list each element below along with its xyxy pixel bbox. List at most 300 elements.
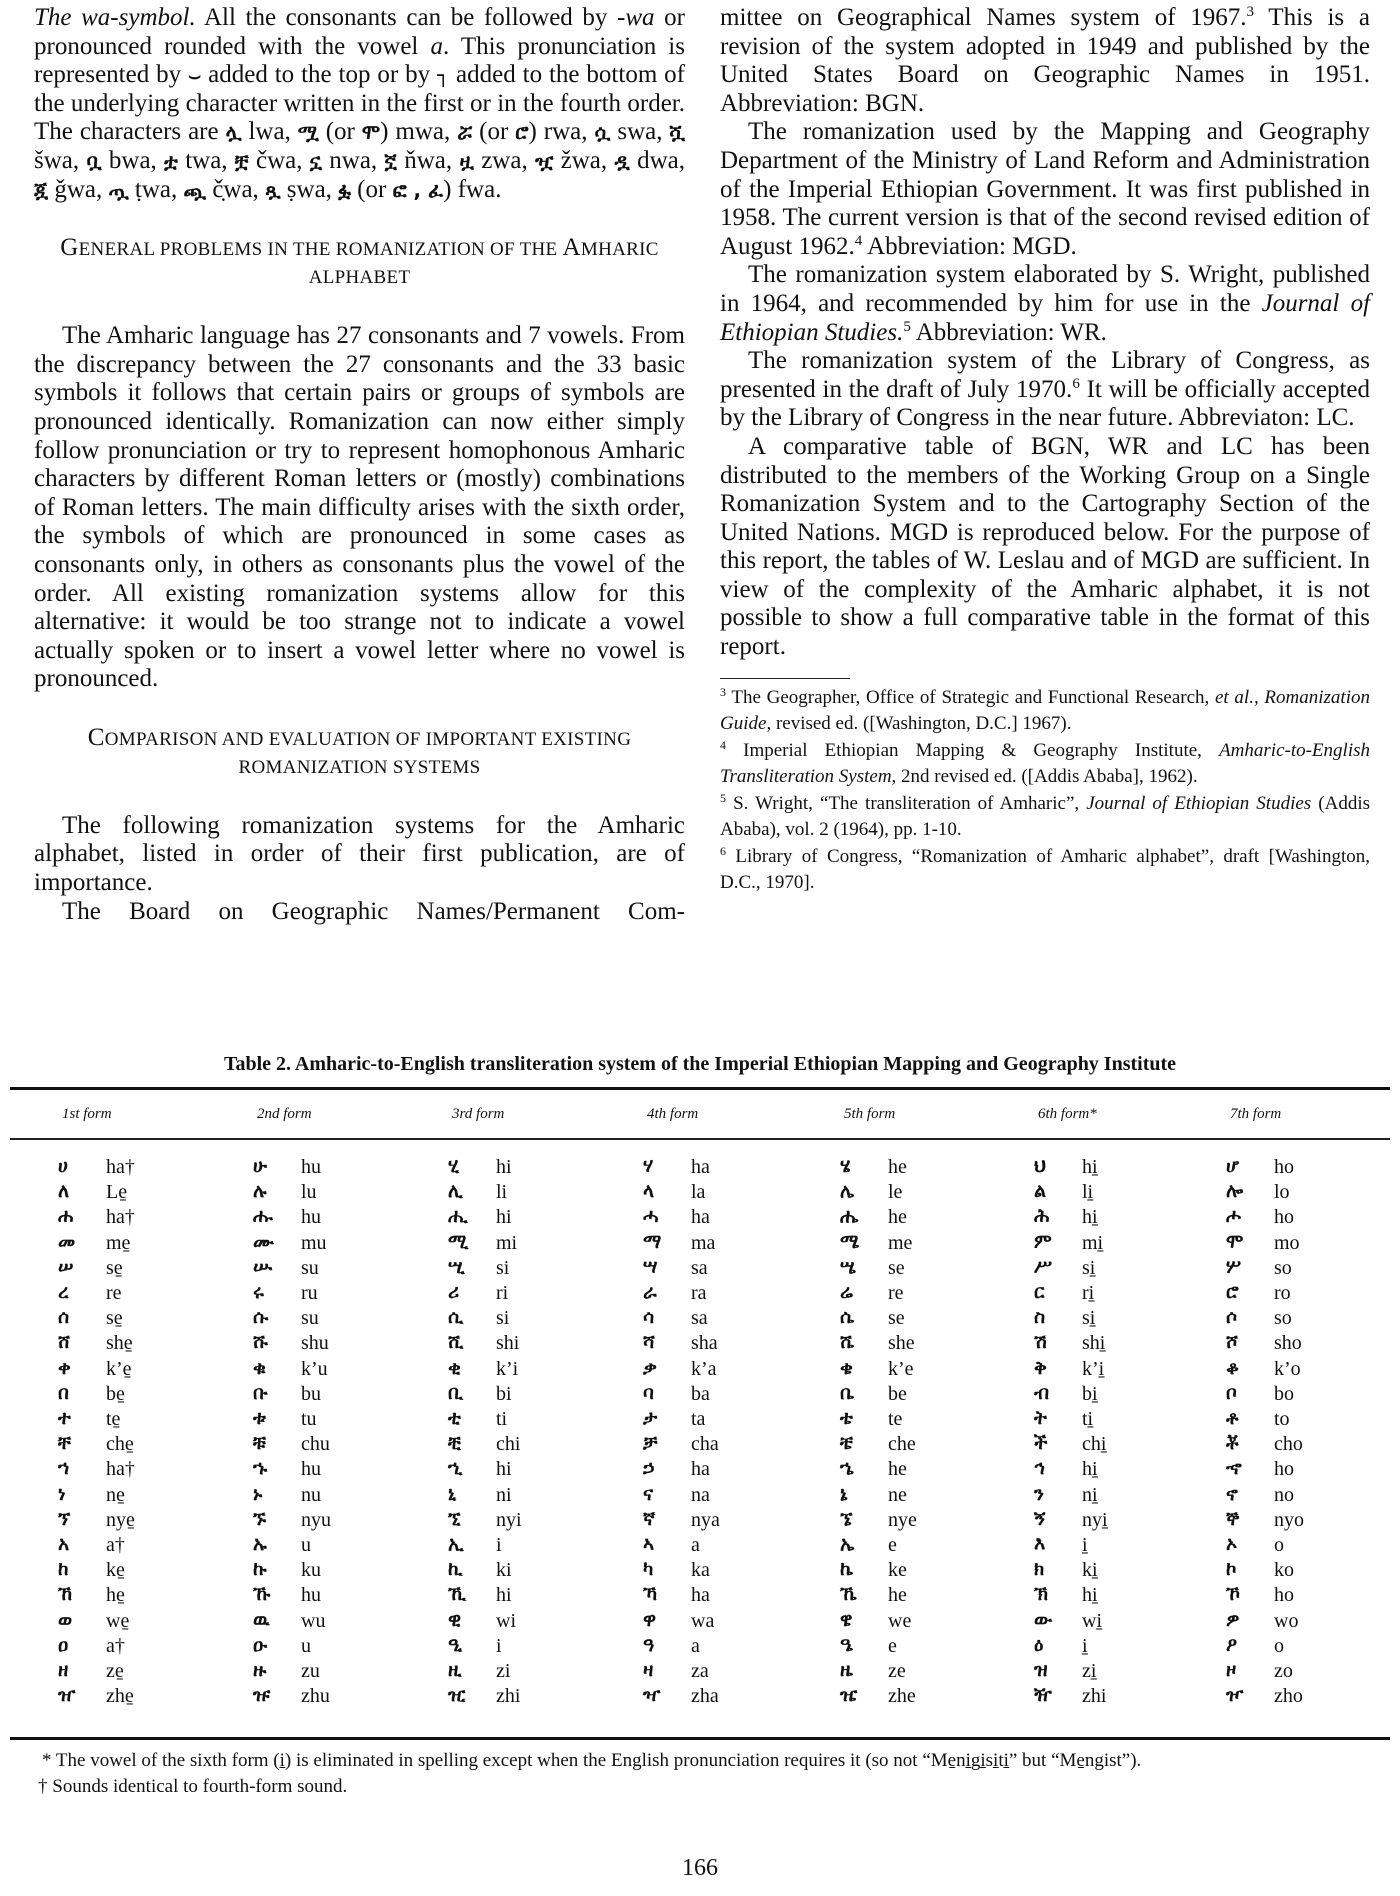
amharic-glyph: ዟ [459,148,474,173]
text: A [562,234,581,262]
transliteration: he [888,1156,907,1178]
amharic-glyph: ኟ [384,148,397,173]
column-header: 2nd form [257,1106,312,1122]
transliteration: zha [691,1685,719,1708]
table-footnote-dagger: † Sounds identical to fourth-form sound. [38,1776,348,1797]
transliteration: ki [496,1559,512,1582]
transliteration: no [1274,1483,1294,1506]
romanization: bwa, [101,146,165,174]
transliteration: zhu [301,1685,330,1708]
amharic-character: ሳ [643,1306,655,1329]
amharic-character: ላ [643,1180,655,1203]
column-header: 4th form [647,1106,699,1122]
amharic-character: እ [1034,1533,1046,1555]
amharic-character: ዘ [58,1659,69,1681]
amharic-glyph: ቧ [86,148,102,173]
amharic-character: ቴ [840,1407,853,1429]
transliteration: che [888,1433,916,1456]
transliteration: re [888,1282,904,1304]
transliteration: ze̱ [106,1660,124,1682]
transliteration: mu [301,1231,327,1254]
transliteration: nyi̱ [1082,1508,1108,1531]
body-paragraph-lc [720,347,1370,433]
transliteration: i̱ [1082,1634,1088,1657]
amharic-character: ቹ [253,1432,267,1455]
transliteration: ki̱ [1082,1559,1098,1582]
text: a [430,32,443,60]
table-top-rule [10,1087,1390,1090]
amharic-character: ሌ [840,1180,855,1203]
transliteration: za [691,1660,709,1682]
transliteration: shu [301,1332,329,1355]
transliteration: ta [691,1408,706,1430]
transliteration: wi̱ [1082,1609,1102,1632]
amharic-character: ሃ [643,1155,654,1177]
transliteration: nyu [301,1508,331,1531]
footnote-ref[interactable]: 5 [903,318,911,335]
amharic-character: ኦ [1226,1533,1238,1555]
amharic-character: ቂ [448,1356,461,1379]
transliteration: cho [1274,1433,1303,1456]
footnote-ref[interactable]: 6 [1072,375,1080,392]
transliteration: zi [496,1660,511,1682]
amharic-character: አ [58,1533,70,1555]
amharic-character: ቱ [253,1407,266,1429]
amharic-character: ሊ [448,1180,463,1203]
transliteration: k’e̱ [106,1357,132,1380]
amharic-character: ዒ [448,1633,463,1656]
amharic-character: ባ [643,1381,654,1404]
amharic-character: ዖ [1226,1633,1238,1656]
bottom-mark-glyph: ┐ [437,63,450,88]
transliteration: ro [1274,1282,1291,1304]
amharic-glyph: ሿ [669,120,685,145]
transliteration: zhi [496,1685,521,1708]
amharic-glyph: ዧ [535,148,554,173]
amharic-glyph: ሷ [594,120,611,145]
amharic-character: ቃ [643,1356,657,1379]
transliteration: ne̱ [106,1483,125,1506]
table-row [0,1257,1400,1281]
transliteration: si [496,1307,510,1330]
amharic-character: ቺ [448,1432,461,1455]
amharic-character: ሰ [58,1306,70,1329]
transliteration: u [301,1634,311,1657]
amharic-character: ዕ [1034,1633,1044,1656]
transliteration: we [888,1609,912,1632]
table-row [0,1534,1400,1558]
transliteration: o [1274,1534,1284,1556]
table-row [0,1332,1400,1356]
transliteration: ho [1274,1584,1294,1607]
transliteration: k’a [691,1357,717,1380]
transliteration: so [1274,1256,1292,1279]
table-row [0,1307,1400,1331]
table-row [0,1358,1400,1382]
transliteration: k’i̱ [1082,1357,1105,1380]
transliteration: chi̱ [1082,1433,1107,1456]
amharic-character: ሸ [58,1331,70,1354]
amharic-character: ኢ [448,1533,464,1555]
amharic-character: ል [1034,1180,1047,1203]
amharic-glyph: ዷ [614,148,630,173]
text: This is a revision of the system adopted in 1949 and published by the United States Board on Geographic Names in 1951. Abbreviation: BGN. [720,4,1370,117]
transliteration: i̱ [1082,1534,1088,1556]
amharic-character: ኔ [840,1482,848,1505]
transliteration: hi̱ [1082,1584,1098,1607]
footnote-ref[interactable]: 4 [854,232,863,249]
amharic-character: ኡ [253,1533,267,1555]
amharic-character: ዉ [253,1608,270,1631]
amharic-character: ኑ [253,1482,263,1505]
amharic-character: ሆ [1226,1155,1239,1177]
amharic-character: ዔ [840,1633,853,1656]
romanization: zwa, [473,146,536,174]
amharic-character: ም [1034,1230,1052,1253]
transliteration: si̱ [1082,1307,1096,1330]
amharic-character: ካ [643,1558,654,1581]
amharic-glyph: ፏ [338,177,351,202]
amharic-character: ኖ [1226,1482,1238,1505]
amharic-character: ት [1034,1407,1047,1429]
text: The romanization system elaborated by S. Wright, published in 1964, and recommended by him for use in the [720,261,1370,317]
table-row [0,1635,1400,1659]
amharic-character: ዊ [448,1608,462,1631]
section-heading-comparison [34,724,685,782]
amharic-character: ሺ [448,1331,464,1354]
alt-glyph: (or ሮ) [472,118,537,146]
transliteration: cha [691,1433,719,1456]
text: ENERAL PROBLEMS IN THE ROMANIZATION OF THE [78,239,563,261]
transliteration: nyo [1274,1508,1304,1531]
amharic-character: ሂ [448,1155,460,1177]
transliteration: shi̱ [1082,1332,1106,1355]
transliteration: nya [691,1508,720,1531]
amharic-glyph: ጧ [108,177,129,202]
amharic-glyph: ሯ [457,120,473,145]
amharic-character: ሚ [448,1230,469,1253]
transliteration: be [888,1382,907,1405]
amharic-character: ዑ [253,1633,268,1656]
transliteration: zho [1274,1685,1303,1708]
amharic-character: ዋ [643,1608,657,1631]
footnote-divider [720,678,850,679]
transliteration: ni̱ [1082,1483,1098,1506]
amharic-glyph: ጯ [183,177,207,202]
amharic-character: ሻ [643,1331,655,1354]
transliteration: tu [301,1408,317,1430]
right-column [720,4,1370,897]
text: The romanization used by the Mapping and Geography Department of the Ministry of Land Reform and Administration of the Imperial Ethiopian Government. It was first published in 1958. The current version is that of the second revised edition of August 1962. [720,118,1370,260]
amharic-glyph: ሟ [297,120,319,145]
body-paragraph-comparative: A comparative table of BGN, WR and LC has been distributed to the members of the Working Group on a Single Romanization System and to the Cartography Section of the United Nations. MGD is reproduced below. For the purpose of this report, the tables of W. Leslau and of MGD are sufficient. In view of the complexity of the Amharic alphabet, it is not possible to show a full comparative table in the format of this report. [720,432,1370,661]
amharic-character: ቾ [1226,1432,1239,1455]
amharic-character: ቤ [840,1381,855,1404]
amharic-character: ኃ [643,1457,655,1480]
table-row [0,1156,1400,1180]
amharic-character: ዌ [840,1608,853,1631]
transliteration: to [1274,1408,1290,1430]
transliteration: a† [106,1534,125,1556]
amharic-character: ዡ [253,1684,271,1707]
amharic-character: ዝ [1034,1659,1048,1681]
transliteration: he [888,1206,907,1229]
amharic-character: ዐ [58,1633,69,1656]
amharic-character: ኒ [448,1482,457,1505]
amharic-character: ሹ [253,1331,268,1354]
transliteration: bi [496,1382,512,1405]
amharic-character: ክ [1034,1558,1045,1581]
transliteration: lu [301,1181,317,1204]
transliteration: su [301,1307,319,1330]
amharic-character: ኾ [1226,1583,1240,1606]
amharic-character: ቻ [643,1432,658,1455]
amharic-character: ሪ [448,1281,460,1303]
footnotes [720,685,1370,897]
left-column [34,4,685,926]
romanization: fwa. [451,175,502,203]
amharic-character: ዤ [840,1684,858,1707]
amharic-character: ሦ [1226,1255,1242,1278]
amharic-character: ሓ [643,1205,659,1228]
text: . This pronunciation is represented by [34,32,685,89]
table-row [0,1660,1400,1684]
transliteration: bo [1274,1382,1294,1405]
alt-glyph: (or ሞ) [318,118,389,146]
transliteration: hi [496,1458,512,1481]
amharic-glyph: ኗ [309,148,322,173]
amharic-character: ኆ [1226,1457,1242,1480]
transliteration: Le̱ [106,1181,128,1204]
table-header-row [0,1106,1400,1130]
amharic-character: ዥ [1034,1684,1052,1707]
text: added to the top or by [201,61,438,89]
amharic-character: ነ [58,1482,66,1505]
transliteration: hi̱ [1082,1458,1098,1481]
footnote: $^3$ The Geographer, Office of Strategic and Functional Research, et al., Romanization Guide, revised ed. ([Washington, D.C.] 1967). [720,684,1370,735]
transliteration: he̱ [106,1584,125,1607]
footnote-number: 4 [720,737,726,752]
transliteration: si [496,1256,510,1279]
transliteration: she̱ [106,1332,133,1355]
table-row [0,1433,1400,1457]
amharic-character: ኂ [448,1457,463,1480]
transliteration: k’e [888,1357,914,1380]
amharic-character: ዢ [448,1684,466,1707]
table-footnote-star: * The vowel of the sixth form (i̱) is eliminated in spelling except when the English pronunciation requires it (so not “Me̱ni̱gi̱si̱ti̱” but “Me̱ngist”). [42,1750,1142,1771]
wa-symbol-lead: The wa-symbol. [34,4,196,31]
transliteration: che̱ [106,1433,134,1456]
transliteration: ti [496,1408,508,1430]
transliteration: lo [1274,1181,1290,1204]
transliteration: mi [496,1231,518,1254]
section-heading-general-problems [34,234,685,292]
text: G [60,234,79,262]
amharic-character: ን [1034,1482,1044,1505]
body-paragraph-bgn [720,4,1370,118]
transliteration: la [691,1181,706,1204]
table-row [0,1509,1400,1533]
transliteration: a† [106,1634,125,1657]
text: ALPHABET [308,267,411,289]
transliteration: ho [1274,1458,1294,1481]
amharic-character: ሾ [1226,1331,1238,1354]
amharic-character: ቶ [1226,1407,1239,1429]
transliteration: te [888,1408,903,1430]
amharic-character: ቼ [840,1432,854,1455]
footnote: $^5$ S. Wright, “The transliteration of Amharic”, Journal of Ethiopian Studies (Addis Ababa), vol. 2 (1964), pp. 1-10. [720,790,1370,841]
amharic-glyph: ጇ [34,177,49,202]
transliteration: li̱ [1082,1181,1094,1204]
amharic-character: ር [1034,1281,1045,1303]
transliteration: she [888,1332,915,1355]
text: ROMANIZATION SYSTEMS [238,756,481,778]
amharic-glyph: ጿ [265,177,281,202]
transliteration: ha† [106,1156,135,1178]
transliteration: ha [691,1156,710,1178]
amharic-character: ኮ [1226,1558,1237,1581]
amharic-character: ዚ [448,1659,462,1681]
transliteration: chu [301,1433,330,1456]
amharic-character: ሡ [253,1255,273,1278]
table-header-rule [10,1138,1390,1140]
amharic-character: ሬ [840,1281,853,1303]
romanization: ṭwa, [128,175,184,203]
amharic-character: ሼ [840,1331,855,1354]
transliteration: ni [496,1483,512,1506]
transliteration: wa [691,1609,715,1632]
transliteration: me [888,1231,913,1254]
transliteration: e [888,1534,897,1556]
transliteration: ma [691,1231,716,1254]
alt-glyph: (or ፎ , ፈ) [350,175,452,203]
romanization: ňwa, [396,146,460,174]
transliteration: zhi [1082,1685,1107,1708]
amharic-character: ሉ [253,1180,267,1203]
amharic-character: ሄ [840,1155,851,1177]
body-paragraph-wr [720,261,1370,347]
transliteration: ti̱ [1082,1408,1094,1430]
footnote-number: 3 [720,684,726,699]
romanization: šwa, [34,146,87,174]
amharic-character: ኅ [1034,1457,1045,1480]
transliteration: bi̱ [1082,1382,1098,1405]
table-row [0,1383,1400,1407]
transliteration: a [691,1534,700,1556]
transliteration: hu [301,1458,321,1481]
amharic-glyph: ሏ [225,120,242,145]
table-row [0,1206,1400,1230]
amharic-character: ሔ [840,1205,859,1228]
amharic-character: ረ [58,1281,69,1303]
amharic-character: ኘ [58,1507,71,1530]
amharic-character: ኼ [840,1583,857,1606]
footnote-ref[interactable]: 3 [1246,4,1255,20]
amharic-character: ኚ [448,1507,461,1530]
transliteration: ri [496,1282,509,1304]
amharic-character: ኺ [448,1583,466,1606]
amharic-character: ዛ [643,1659,654,1681]
transliteration: ho [1274,1206,1294,1229]
romanization: lwa, [241,118,298,146]
amharic-character: ሜ [840,1230,860,1253]
amharic-character: ዜ [840,1659,853,1681]
amharic-character: ኝ [1034,1507,1046,1530]
body-paragraph: The Board on Geographic Names/Permanent Com- [62,897,685,925]
transliteration: ku [301,1559,321,1582]
amharic-character: ሱ [253,1306,269,1329]
transliteration: ke̱ [106,1559,125,1582]
amharic-character: ሕ [1034,1205,1050,1228]
amharic-character: ዞ [1226,1659,1237,1681]
transliteration: nu [301,1483,321,1506]
amharic-character: ኽ [1034,1583,1048,1606]
page-number: 166 [682,1855,718,1881]
text: OMPARISON AND EVALUATION OF IMPORTANT EXISTING [104,728,632,750]
amharic-character: ዣ [643,1684,661,1707]
transliteration: sa [691,1307,708,1330]
table-row [0,1458,1400,1482]
romanization: nwa, [321,146,385,174]
amharic-character: ሐ [58,1205,74,1228]
amharic-character: ሥ [1034,1255,1053,1278]
transliteration: chi [496,1433,521,1456]
amharic-character: ቲ [448,1407,461,1429]
transliteration: si̱ [1082,1256,1096,1279]
transliteration: be̱ [106,1382,125,1405]
romanization: rwa, [536,118,595,146]
amharic-character: ዠ [58,1684,76,1707]
transliteration: ha† [106,1206,135,1229]
transliteration: ze [888,1660,906,1682]
amharic-character: ሢ [448,1255,465,1278]
transliteration: so [1274,1307,1292,1330]
amharic-character: ኸ [58,1583,73,1606]
transliteration: mi̱ [1082,1231,1104,1254]
amharic-character: ዦ [1226,1684,1244,1707]
transliteration: ha [691,1458,710,1481]
transliteration: ru [301,1282,318,1304]
amharic-character: ሞ [1226,1230,1244,1253]
transliteration: re [106,1282,122,1304]
transliteration: sha [691,1332,718,1355]
romanization: čwa, [248,146,310,174]
amharic-character: ዙ [253,1659,267,1681]
transliteration: o [1274,1634,1284,1657]
text: mittee on Geographical Names system of 1967. [720,4,1247,31]
transliteration: zu [301,1660,320,1682]
amharic-character: ሲ [448,1306,464,1329]
amharic-character: ሩ [253,1281,264,1303]
amharic-character: ቦ [1226,1381,1237,1404]
amharic-character: ዎ [1226,1608,1240,1631]
text: The romanization system of the Library of Congress, as presented in the draft of July 1970. [720,347,1370,403]
transliteration: i [496,1634,502,1657]
transliteration: hu [301,1156,321,1178]
table-row [0,1181,1400,1205]
footnote-number: 5 [720,790,726,805]
amharic-character: ቸ [58,1432,72,1455]
amharic-character: ና [643,1482,654,1505]
transliteration: le [888,1181,903,1204]
transliteration: zi̱ [1082,1660,1097,1682]
transliteration: ha [691,1584,710,1607]
amharic-character: ኻ [643,1583,658,1606]
amharic-character: ኙ [253,1507,266,1530]
table-row [0,1584,1400,1608]
transliteration: li [496,1181,508,1204]
amharic-character: ህ [1034,1155,1047,1177]
